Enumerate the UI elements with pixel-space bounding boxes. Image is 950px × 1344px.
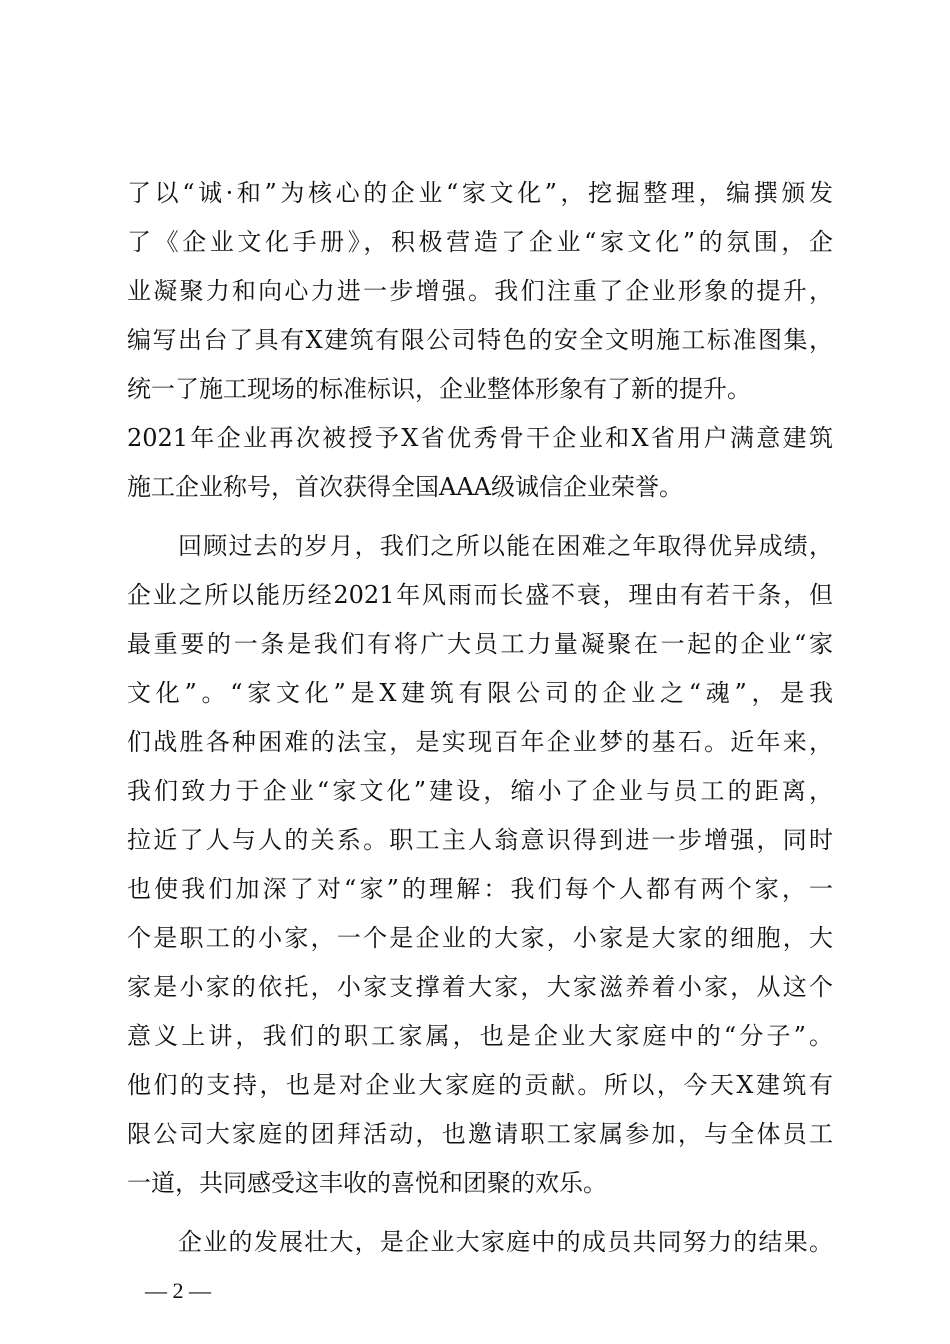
page-number: — 2 —: [145, 1278, 211, 1303]
paragraph-line-13: 我们致力于企业“家文化”建设，缩小了企业与员工的距离，: [127, 777, 833, 805]
paragraph-line-17: 家是小家的依托，小家支撑着大家，大家滋养着小家，从这个: [127, 973, 833, 1001]
paragraph-line-1: 了以“诚·和”为核心的企业“家文化”，挖掘整理，编撰颁发: [127, 179, 833, 207]
paragraph-line-5: 统一了施工现场的标准标识，企业整体形象有了新的提升。: [127, 375, 751, 403]
paragraph-line-22: 企业的发展壮大，是企业大家庭中的成员共同努力的结果。: [178, 1228, 833, 1256]
paragraph-line-16: 个是职工的小家，一个是企业的大家，小家是大家的细胞，大: [127, 924, 833, 952]
paragraph-line-6: 2021年企业再次被授予X省优秀骨干企业和X省用户满意建筑: [127, 424, 833, 452]
paragraph-line-19: 他们的支持，也是对企业大家庭的贡献。所以，今天X建筑有: [127, 1071, 833, 1099]
paragraph-line-7: 施工企业称号，首次获得全国AAA级诚信企业荣誉。: [127, 473, 683, 501]
paragraph-line-11: 文化”。“家文化”是X建筑有限公司的企业之“魂”，是我: [127, 679, 833, 707]
paragraph-line-21: 一道，共同感受这丰收的喜悦和团聚的欢乐。: [127, 1169, 607, 1197]
paragraph-line-15: 也使我们加深了对“家”的理解：我们每个人都有两个家，一: [127, 875, 833, 903]
paragraph-line-12: 们战胜各种困难的法宝，是实现百年企业梦的基石。近年来，: [127, 728, 833, 756]
paragraph-line-2: 了《企业文化手册》，积极营造了企业“家文化”的氛围，企: [127, 228, 833, 256]
paragraph-line-18: 意义上讲，我们的职工家属，也是企业大家庭中的“分子”。: [127, 1022, 833, 1050]
paragraph-line-14: 拉近了人与人的关系。职工主人翁意识得到进一步增强，同时: [127, 826, 833, 854]
paragraph-line-8: 回顾过去的岁月，我们之所以能在困难之年取得优异成绩，: [178, 532, 833, 560]
paragraph-line-20: 限公司大家庭的团拜活动，也邀请职工家属参加，与全体员工: [127, 1120, 833, 1148]
paragraph-line-9: 企业之所以能历经2021年风雨而长盛不衰，理由有若干条，但: [127, 581, 833, 609]
paragraph-line-10: 最重要的一条是我们有将广大员工力量凝聚在一起的企业“家: [127, 630, 833, 658]
paragraph-line-4: 编写出台了具有X建筑有限公司特色的安全文明施工标准图集，: [127, 326, 833, 354]
paragraph-line-3: 业凝聚力和向心力进一步增强。我们注重了企业形象的提升，: [127, 277, 833, 305]
